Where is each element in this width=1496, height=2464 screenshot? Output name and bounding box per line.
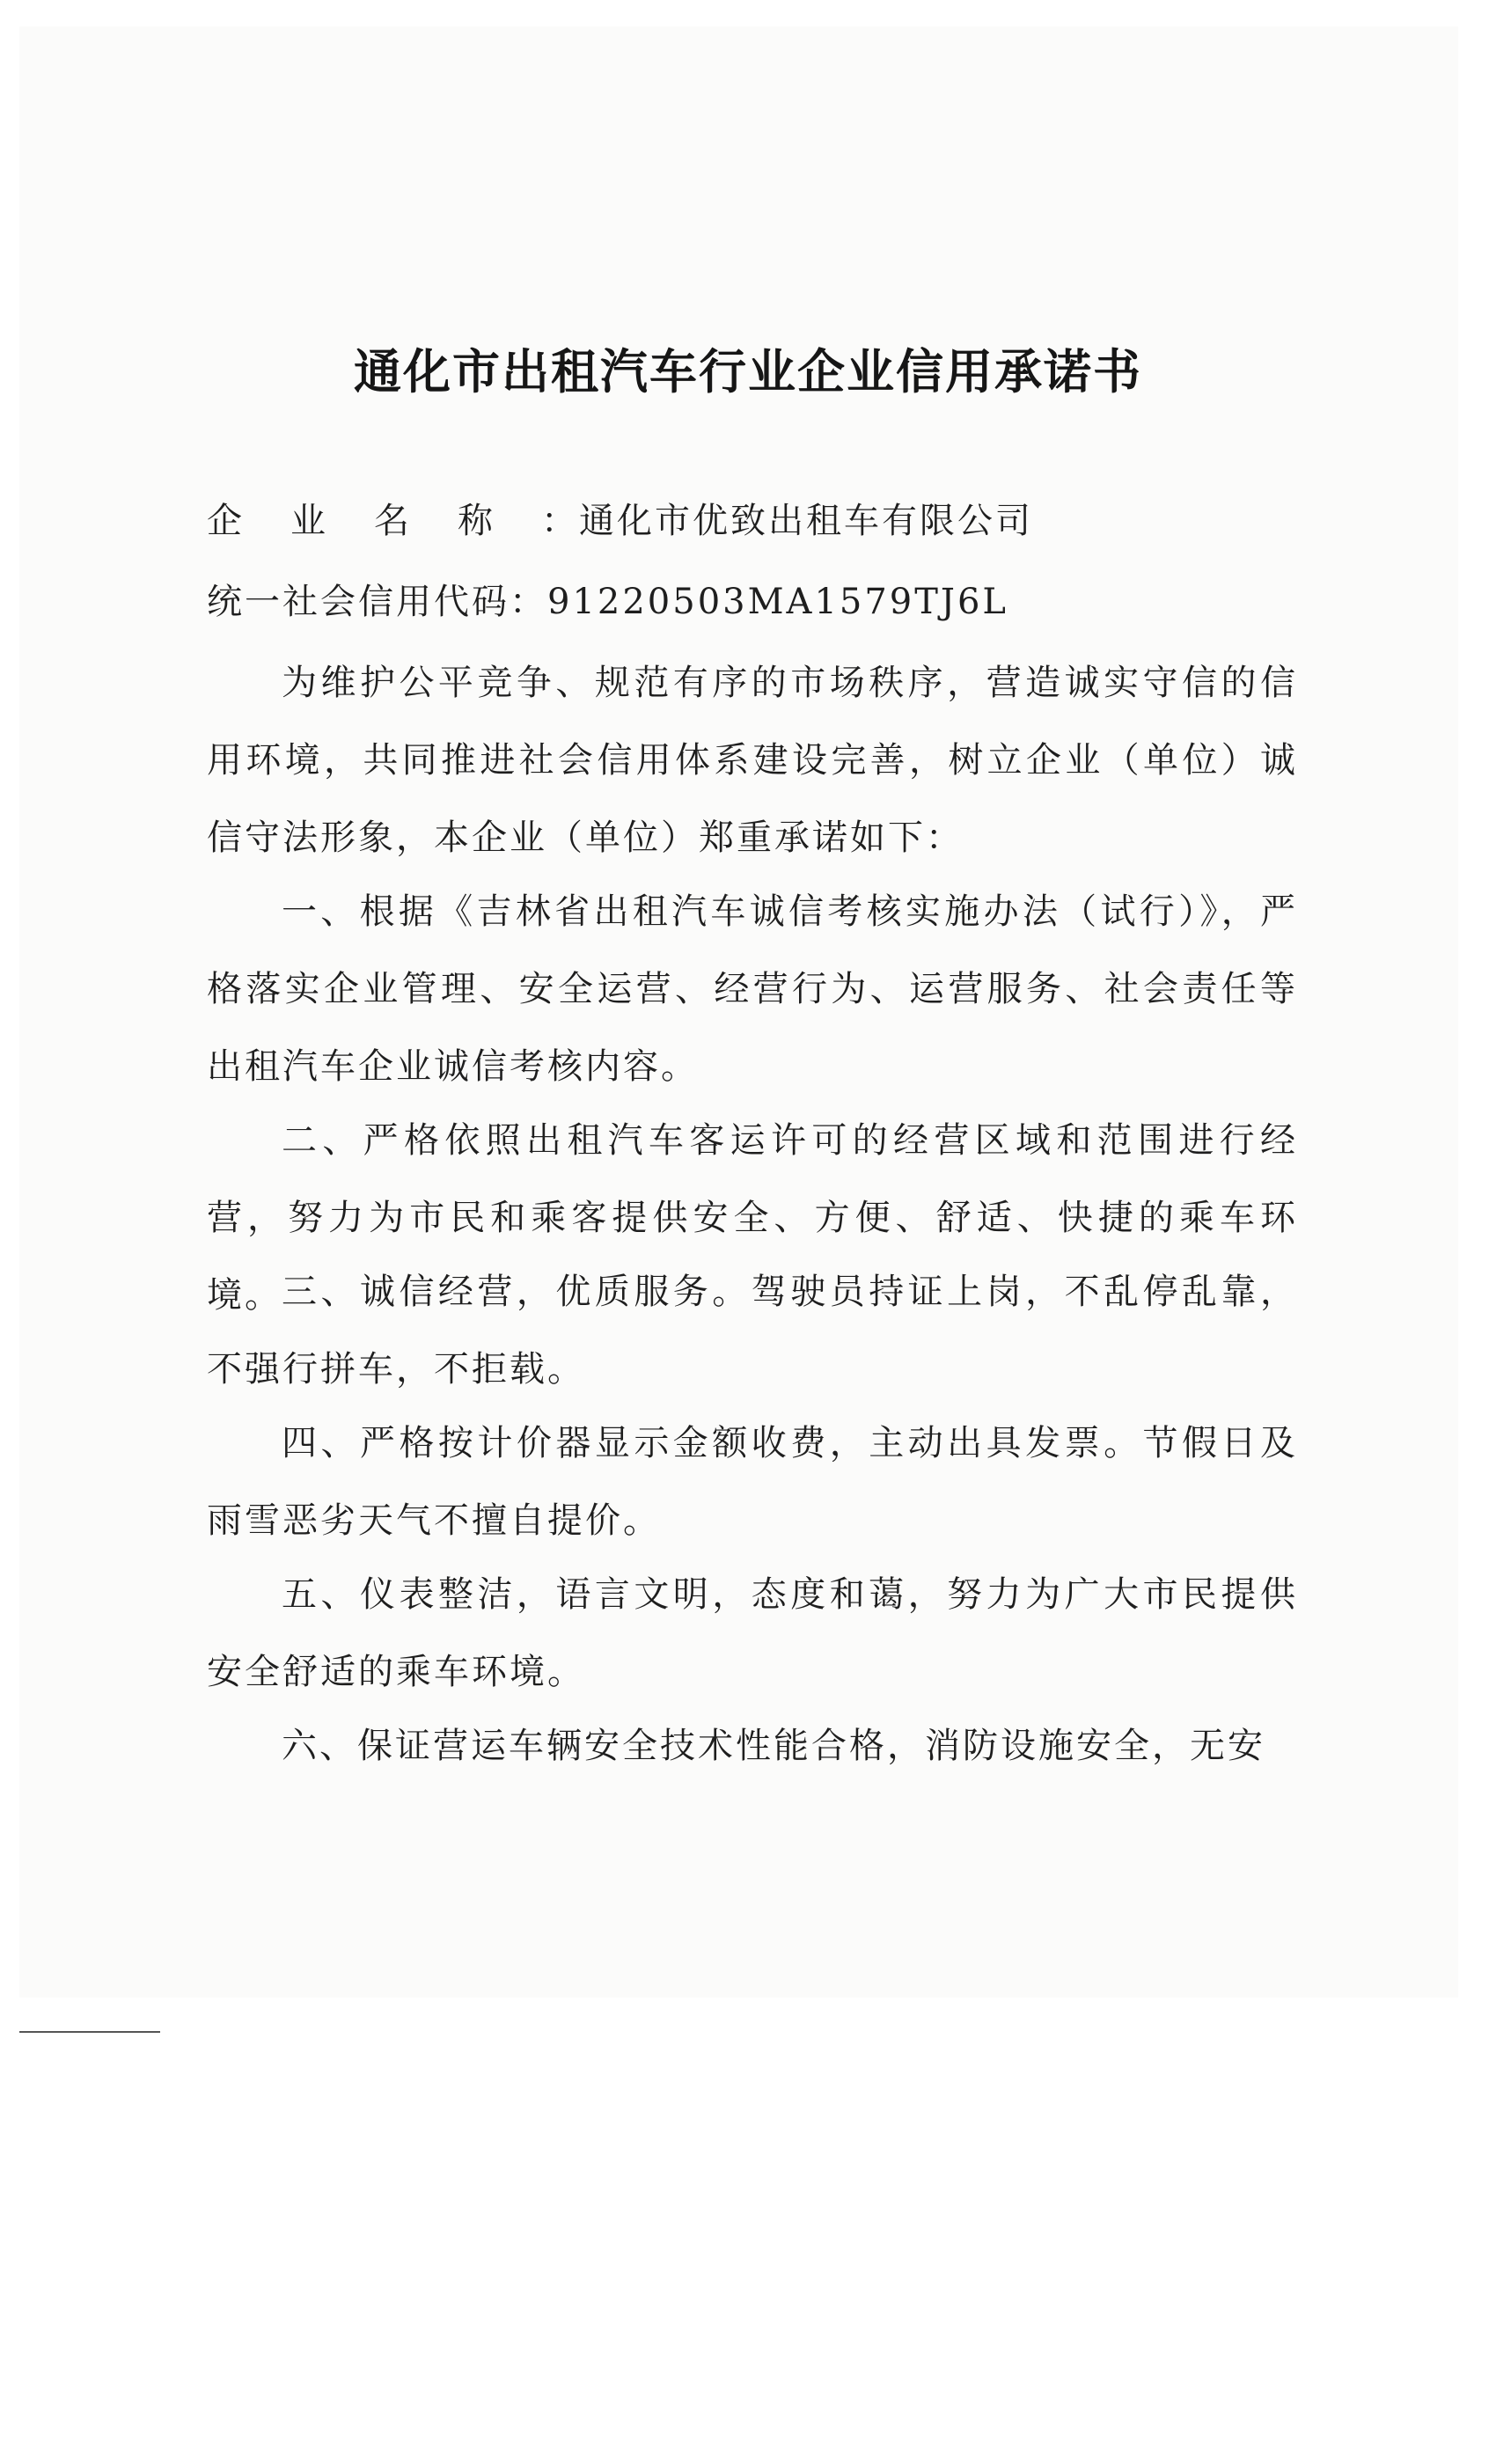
company-name-label: 企 业 名 称: [207, 501, 493, 541]
company-name-value: 通化市优致出租车有限公司: [579, 501, 1033, 541]
commitment-item-4: 四、严格按计价器显示金额收费，主动出具发票。节假日及雨雪恶劣天气不擅自提价。: [207, 1423, 1298, 1541]
commitment-item-2: 二、严格依照出租汽车客运许可的经营区域和范围进行经营，努力为市民和乘客提供安全、方便、舒适、快捷的乘车环境。: [207, 1120, 1298, 1316]
commitment-item-1: 一、根据《吉林省出租汽车诚信考核实施办法（试行）》，严格落实企业管理、安全运营、经营行为、运营服务、社会责任等出租汽车企业诚信考核内容。: [207, 891, 1298, 1087]
commitment-item-3: 三、诚信经营，优质服务。驾驶员持证上岗，不乱停乱靠，不强行拼车，不拒载。: [207, 1272, 1298, 1390]
company-name-line: [207, 493, 1033, 543]
intro-paragraph: 为维护公平竞争、规范有序的市场秩序，营造诚实守信的信用环境，共同推进社会信用体系建设完善，树立企业（单位）诚信守法形象，本企业（单位）郑重承诺如下：: [207, 663, 1298, 858]
company-name-separator: ：: [541, 501, 579, 541]
document-title: 通化市出租汽车行业企业信用承诺书: [354, 344, 1142, 400]
commitment-item-6: 六、保证营运车辆安全技术性能合格，消防设施安全，无安: [282, 1726, 1265, 1766]
credit-code-label: 统一社会信用代码：: [207, 582, 547, 622]
commitment-item-5: 五、仪表整洁，语言文明，态度和蔼，努力为广大市民提供安全舒适的乘车环境。: [207, 1574, 1298, 1692]
scan-edge-line: [19, 2031, 160, 2033]
credit-code-value: 91220503MA1579TJ6L: [547, 582, 1008, 622]
credit-code-line: [207, 574, 1008, 624]
